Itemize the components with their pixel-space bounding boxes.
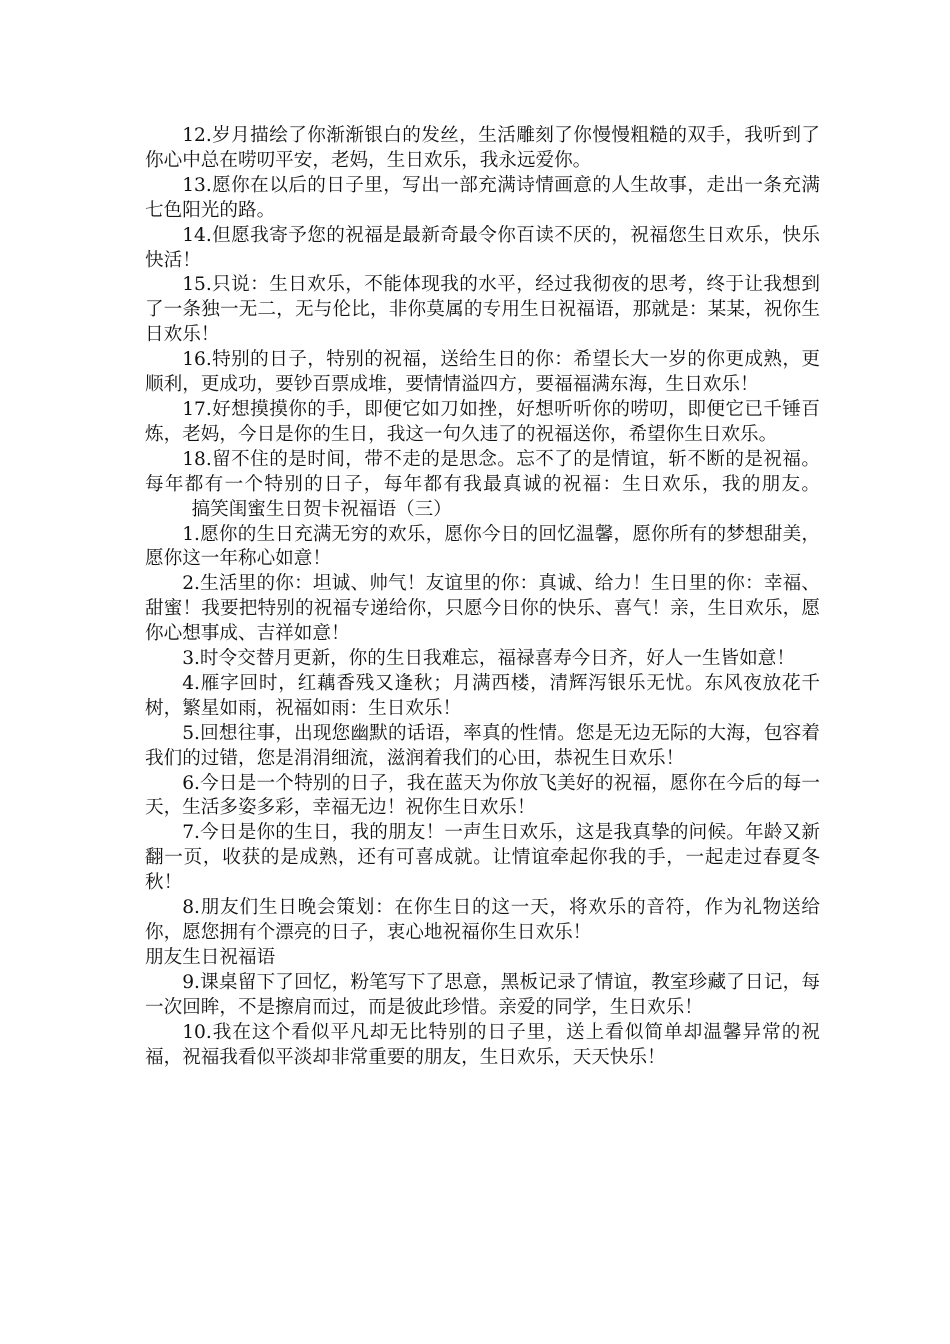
document-body [145,124,820,1070]
paragraph-2: 2.生活里的你：坦诚、帅气！友谊里的你：真诚、给力！生日里的你：幸福、甜蜜！我要把特别的祝福专递给你，只愿今日你的快乐、喜气！亲，生日欢乐，愿你心想事成、吉祥如意！ [145,573,820,645]
paragraph-13: 13.愿你在以后的日子里，写出一部充满诗情画意的人生故事，走出一条充满七色阳光的路。 [145,174,820,221]
paragraph-6: 6.今日是一个特别的日子，我在蓝天为你放飞美好的祝福，愿你在今后的每一天，生活多姿多彩，幸福无边！祝你生日欢乐！ [145,772,820,819]
paragraph-16: 16.特别的日子，特别的祝福，送给生日的你：希望长大一岁的你更成熟，更顺利，更成功，要钞百票成堆，要情情溢四方，要福福满东海，生日欢乐！ [145,349,820,396]
paragraph-12: 12.岁月描绘了你渐渐银白的发丝，生活雕刻了你慢慢粗糙的双手，我听到了你心中总在唠叨平安，老妈，生日欢乐，我永远爱你。 [145,125,820,171]
paragraph-14: 14.但愿我寄予您的祝福是最新奇最令你百读不厌的，祝福您生日欢乐，快乐快活！ [145,224,820,271]
subheading: 朋友生日祝福语 [145,946,276,968]
paragraph-1: 1.愿你的生日充满无穷的欢乐，愿你今日的回忆温馨，愿你所有的梦想甜美，愿你这一年称心如意！ [145,523,820,570]
paragraph-8: 8.朋友们生日晚会策划：在你生日的这一天，将欢乐的音符，作为礼物送给你，愿您拥有个漂亮的日子，衷心地祝福你生日欢乐！ [145,897,820,943]
paragraph-17: 17.好想摸摸你的手，即便它如刀如挫，好想听听你的唠叨，即便它已千锤百炼，老妈，今日是你的生日，我这一句久违了的祝福送你，希望你生日欢乐。 [145,398,820,445]
paragraph-18-text: 18.留不住的是时间，带不走的是思念。忘不了的是情谊，斩不断的是祝福。每年都有一个特别的日子，每年都有我最真诚的祝福：生日欢乐，我的朋友。 [145,448,820,495]
paragraph-9: 9.课桌留下了回忆，粉笔写下了思意，黑板记录了情谊，教室珍藏了日记，每一次回眸，不是擦肩而过，而是彼此珍惜。亲爱的同学，生日欢乐！ [145,971,820,1018]
paragraph-15: 15.只说：生日欢乐，不能体现我的水平，经过我彻夜的思考，终于让我想到了一条独一无二，无与伦比，非你莫属的专用生日祝福语，那就是：某某，祝你生日欢乐！ [145,274,820,346]
paragraph-10: 10.我在这个看似平凡却无比特别的日子里，送上看似简单却温馨异常的祝福，祝福我看似平淡却非常重要的朋友，生日欢乐，天天快乐！ [145,1021,820,1068]
paragraph-4: 4.雁字回时，红藕香残又逢秋；月满西楼，清辉泻银乐无忧。东风夜放花千树，繁星如雨，祝福如雨：生日欢乐！ [145,672,820,719]
section-heading: 搞笑闺蜜生日贺卡祝福语（三） [191,498,452,520]
paragraph-7: 7.今日是你的生日，我的朋友！一声生日欢乐，这是我真挚的问候。年龄又新翻一页，收获的是成熟，还有可喜成就。让情谊牵起你我的手，一起走过春夏冬秋！ [145,822,820,894]
paragraph-3: 3.时令交替月更新，你的生日我难忘，福禄喜寿今日齐，好人一生皆如意！ [182,648,795,670]
paragraph-5: 5.回想往事，出现您幽默的话语，率真的性情。您是无边无际的大海，包容着我们的过错，您是涓涓细流，滋润着我们的心田，恭祝生日欢乐！ [145,722,820,769]
paragraph-18 [145,448,820,523]
